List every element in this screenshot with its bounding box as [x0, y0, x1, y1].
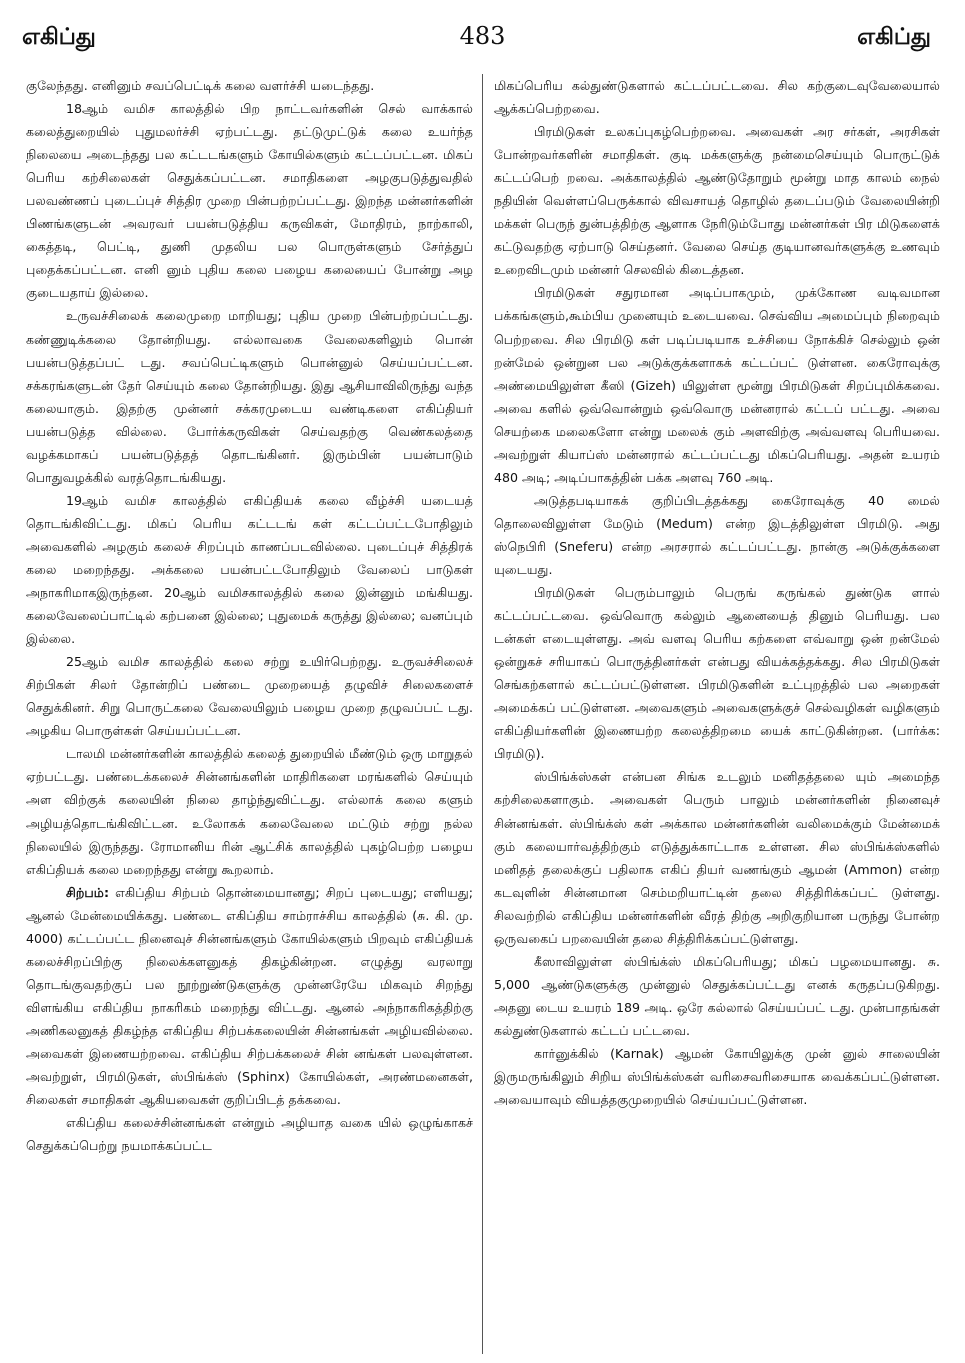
paragraph: பிரமிடுகள் உலகப்புகழ்பெற்றவை. அவைகள் அர சர்கள், அரசிகள் போன்றவர்களின் சமாதிகள். குடி மக்களுக்கு நன்மைசெய்யும் பொருட்டுக் கட்டப்பெற் றவை. அக்காலத்தில் ஆண்டுதோறும் மூன்று மாத காலம் நைல் நதியின் வெள்ளப்பெருக்கால் விவசாயத் தொழில் தடைப்படும் வேலையின்றி மக்கள் பெருந் துன்பத்திற்கு ஆளாக நேரிடும்போது மன்னர்கள் பிர மிடுகளைக் கட்டுவதற்கு ஏற்பாடு செய்தனர். வேலை செய்த குடியானவர்களுக்கு உணவும் உறைவிடமும் மன்னர் செலவில் கிடைத்தன. [494, 124, 940, 278]
paragraph: கார்னுக்கில் (Karnak) ஆமன் கோயிலுக்கு முன் னுல் சாலையின் இருமருங்கிலும் சிறிய ஸ்பிங்க்ஸ்கள் வரிசைவரிசையாக வைக்கப்பட்டுள்ளன. அவையாவும் வியத்தகுமுறையில் செய்யப்பட்டுள்ளன. [494, 1045, 940, 1108]
paragraph: 18ஆம் வமிச காலத்தில் பிற நாட்டவர்களின் செல் வாக்கால் கலைத்துறையில் புதுமலர்ச்சி ஏற்பட்டது. தட்டுமுட்டுக் கலை உயர்ந்த நிலையை அடைந்தது பல கட்டடங்களும் கோயில்களும் கட்டப்பட்டன. மிகப் பெரிய கற்சிலைகள் செதுக்கப்பட்டன. சமாதிகளை அழகுபடுத்துவதில் பலவண்ணப் புடைப்புச் சித்திர முறை பின்பற்றப்பட்டது. இறந்த மன்னர்களின் பிணங்களுடன் அவரவர் பயன்படுத்திய கருவிகள், மோதிரம், நாற்காலி, கைத்தடி, பெட்டி, துணி முதலிய பல பொருள்களும் சேர்த்துப் புதைக்கப்பட்டன. எனி னும் புதிய கலை பழைய கலையைப் போன்று அழ குடையதாய் இல்லை. [26, 101, 473, 301]
running-head-left: எகிப்து [22, 24, 96, 50]
paragraph: உருவச்சிலைக் கலைமுறை மாறியது; புதிய முறை பின்பற்றப்பட்டது. கண்ணுடிக்கலை தோன்றியது. எல்லாவகை வேலைகளிலும் பொன் பயன்படுத்தப்பட் டது. சவப்பெட்டிகளும் பொன்னுல் செய்யப்பட்டன. சக்கரங்களுடன் தேர் செய்யும் கலை தோன்றியது. இது ஆசியாவிலிருந்து வந்த கலையாகும். இதற்கு முன்னர் சக்கரமுடைய வண்டிகளை எகிப்தியர் பயன்படுத்த வில்லை. போர்க்கருவிகள் செய்வதற்கு வெண்கலத்தை வழக்கமாகப் பயன்படுத்தத் தொடங்கினர். இரும்பின் பயன்பாடும் பொதுவழக்கில் வரத்தொடங்கியது. [26, 308, 473, 485]
page-number: 483 [459, 22, 506, 50]
paragraph-sculpture [26, 881, 473, 1111]
page-header [0, 0, 965, 70]
paragraph: 19ஆம் வமிச காலத்தில் எகிப்தியக் கலை வீழ்ச்சி யடையத் தொடங்கிவிட்டது. மிகப் பெரிய கட்டடங் கள் கட்டப்பட்டபோதிலும் அவைகளில் அழகும் கலைச் சிறப்பும் காணப்படவில்லை. புடைப்புச் சித்திரக் கலை மறைந்தது. அக்கலை பயன்பட்டபோதிலும் வேலைப் பாடுகள் அநாகரிமாகஇருந்தன. 20ஆம் வமிசகாலத்தில் கலை இன்னும் மங்கியது. கலைவேலைப்பாட்டில் கற்பனை இல்லை; புதுமைக் கருத்து இல்லை; வனப்பும் இல்லை. [26, 492, 473, 647]
column-divider [482, 74, 483, 1354]
paragraph: அடுத்தபடியாகக் குறிப்பிடத்தக்கது கைரோவுக்கு 40 மைல் தொலைவிலுள்ள மேடும் (Medum) என்ற இடத்திலுள்ள பிரமிடு. அது ஸ்நெபிரி (Sneferu) என்ற அரசரால் கட்டப்பட்டது. நான்கு அடுக்குக்களை யுடையது. [494, 492, 940, 577]
section-heading: சிற்பம்: [66, 884, 109, 900]
running-head-right: எகிப்து [857, 24, 931, 50]
paragraph: பிரமிடுகள் பெரும்பாலும் பெருங் கருங்கல் துண்டுக ளால் கட்டப்பட்டவை. ஒவ்வொரு கல்லும் ஆனையைத் தினும் பெரியது. பல டன்கள் எடையுள்ளது. அவ் வளவு பெரிய கற்களை எவ்வாறு ஒன் றன்மேல் ஒன்றுகச் சரியாகப் பொருத்தினர்கள் என்பது வியக்கத்தக்கது. சில பிரமிடுகள் செங்கற்களால் கட்டப்பட்டுள்ளன. பிரமிடுகளின் உட்புறத்தில் பல அறைகள் அமைக்கப் பட்டுள்ளன. அவைகளும் அவைகளுக்குச் செல்வழிகள் வழிகளும் எகிப்தியர்களின் இணையற்ற கலைத்திறமை யைக் காட்டுகின்றன. (பார்க்க: பிரமிடு). [494, 585, 940, 762]
left-column [26, 74, 473, 1354]
paragraph: ஸ்பிங்க்ஸ்கள் என்பன சிங்க உடலும் மனிதத்தலை யும் அமைந்த கற்சிலைகளாகும். அவைகள் பெரும் பாலும் மன்னர்களின் நினைவுச் சின்னங்கள். ஸ்பிங்க்ஸ் கள் அக்கால மன்னர்களின் வலிமைக்கும் மேன்மைக் கும் கலையார்வத்திற்கும் எடுத்துக்காட்டாக உள்ளன. சில ஸ்பிங்க்ஸ்களில் மனிதத் தலைக்குப் பதிலாக எகிப் தியர் வணங்கும் ஆமன் (Ammon) என்ற கடவுளின் சின்னமான செம்மறியாட்டின் தலை சித்திரிக்கப்பட் டுள்ளது. சிலவற்றில் எகிப்திய மன்னர்களின் வீரத் திற்கு அறிகுறியான பருந்து போன்ற ஒருவகைப் பறவையின் தலை சித்திரிக்கப்பட்டுள்ளது. [494, 769, 940, 946]
paragraph: மிகப்பெரிய கல்துண்டுகளால் கட்டப்பட்டவை. சில கற்குடைவுவேலையால் ஆக்கப்பெற்றவை. [494, 78, 940, 117]
paragraph-text: எகிப்திய சிற்பம் தொன்மையானது; சிறப் புடையது; எளியது; ஆனல் மேன்மையிக்கது. பண்டை எகிப்திய சாம்ராச்சிய காலத்தில் (சு. கி. மு. 4000) கட்டப்பட்ட நினைவுச் சின்னங்களும் கோயில்களும் பிறவும் எகிப்தியக் கலைச்சிறப்பிற்கு நிலைக்களனுகத் திகழ்கின்றன. எழுத்து வரலாறு தொடங்குவதற்குப் பல நூற்றுண்டுகளுக்கு முன்னரேயே மிகவும் சிறந்து விளங்கிய எகிப்திய நாகரிகம் மறைந்து விட்டது. ஆனல் அந்நாகரிகத்திற்கு அணிகலனுகத் திகழ்ந்த எகிப்திய சிற்பக்கலையின் சின்னங்கள் அழியவில்லை. அவைகள் இணையற்றவை. எகிப்திய சிற்பக்கலைச் சின் னங்கள் பலவுள்ளன. அவற்றுள், பிரமிடுகள், ஸ்பிங்க்ஸ் (Sphinx) கோயில்கள், அரண்மனைகள், சிலைகள் சமாதிகள் ஆகியவைகள் குறிப்பிடத் தக்கவை. [26, 884, 473, 1108]
paragraph: டாலமி மன்னர்களின் காலத்தில் கலைத் துறையில் மீண்டும் ஒரு மாறுதல் ஏற்பட்டது. பண்டைக்கலைச் சின்னங்களின் மாதிரிகளை மரங்களில் செய்யும் அள விற்குக் கலையின் நிலை தாழ்ந்துவிட்டது. எல்லாக் கலை களும் அழியத்தொடங்கிவிட்டன. உலோகக் கலைவேலை மட்டும் சற்று நல்ல நிலையில் இருந்தது. ரோமானிய ரின் ஆட்சிக் காலத்தில் புகழ்பெற்ற பழைய எகிப்தியக் கலை மறைந்தது என்று கூறலாம். [26, 746, 473, 877]
paragraph: குலேந்தது. எனினும் சவப்பெட்டிக் கலை வளர்ச்சி யடைந்தது. [26, 78, 375, 93]
paragraph: பிரமிடுகள் சதுரமான அடிப்பாகமும், முக்கோண வடிவமான பக்கங்களும்,கூம்பிய முனையும் உடையவை. செவ்விய அமைப்பும் நிறைவும் பெற்றவை. சில பிரமிடு கள் படிப்படியாக உச்சியை நோக்கிச் செல்லும் ஒன் றன்மேல் ஒன்றுன பல அடுக்குக்களாகக் கட்டப்பட் டுள்ளன. கைரோவுக்கு அண்மையிலுள்ள கீஸி (Gizeh) யிலுள்ள மூன்று பிரமிடுகள் சிறப்புமிக்கவை. அவை களில் ஒவ்வொன்றும் ஒவ்வொரு மன்னரால் கட்டப் பட்டது. அவை செயற்கை மலைகளோ என்று மலைக் கும் அளவிற்கு அவ்வளவு பெரியவை. அவற்றுள் கியாப்ஸ் மன்னரால் கட்டப்பட்டது மிகப்பெரியது. அதன் உயரம் 480 அடி; அடிப்பாகத்தின் பக்க அளவு 760 அடி. [494, 285, 940, 485]
paragraph: எகிப்திய கலைச்சின்னங்கள் என்றும் அழியாத வகை யில் ஒழுங்காகச் செதுக்கப்பெற்று நயமாக்கப்பட்ட [26, 1115, 473, 1154]
right-column [494, 74, 940, 1354]
paragraph: 25ஆம் வமிச காலத்தில் கலை சற்று உயிர்பெற்றது. உருவச்சிலைச் சிற்பிகள் சிலர் தோன்றிப் பண்டை முறையைத் தழுவிச் சிலைகளைச் செதுக்கினர். சிறு பொருட்கலை வேலையிலும் பழைய முறை தழுவப்பட் டது. அழகிய பொருள்கள் செய்யப்பட்டன. [26, 654, 473, 739]
paragraph: கீஸாவிலுள்ள ஸ்பிங்க்ஸ் மிகப்பெரியது; மிகப் பழமையானது. சு. 5,000 ஆண்டுகளுக்கு முன்னுல் செதுக்கப்பட்டது எனக் கருதப்படுகிறது. அதனு டைய உயரம் 189 அடி. ஒரே கல்லால் செய்யப்பட் டது. முன்பாதங்கள் கல்துண்டுகளால் கட்டப் பட்டவை. [494, 953, 940, 1038]
